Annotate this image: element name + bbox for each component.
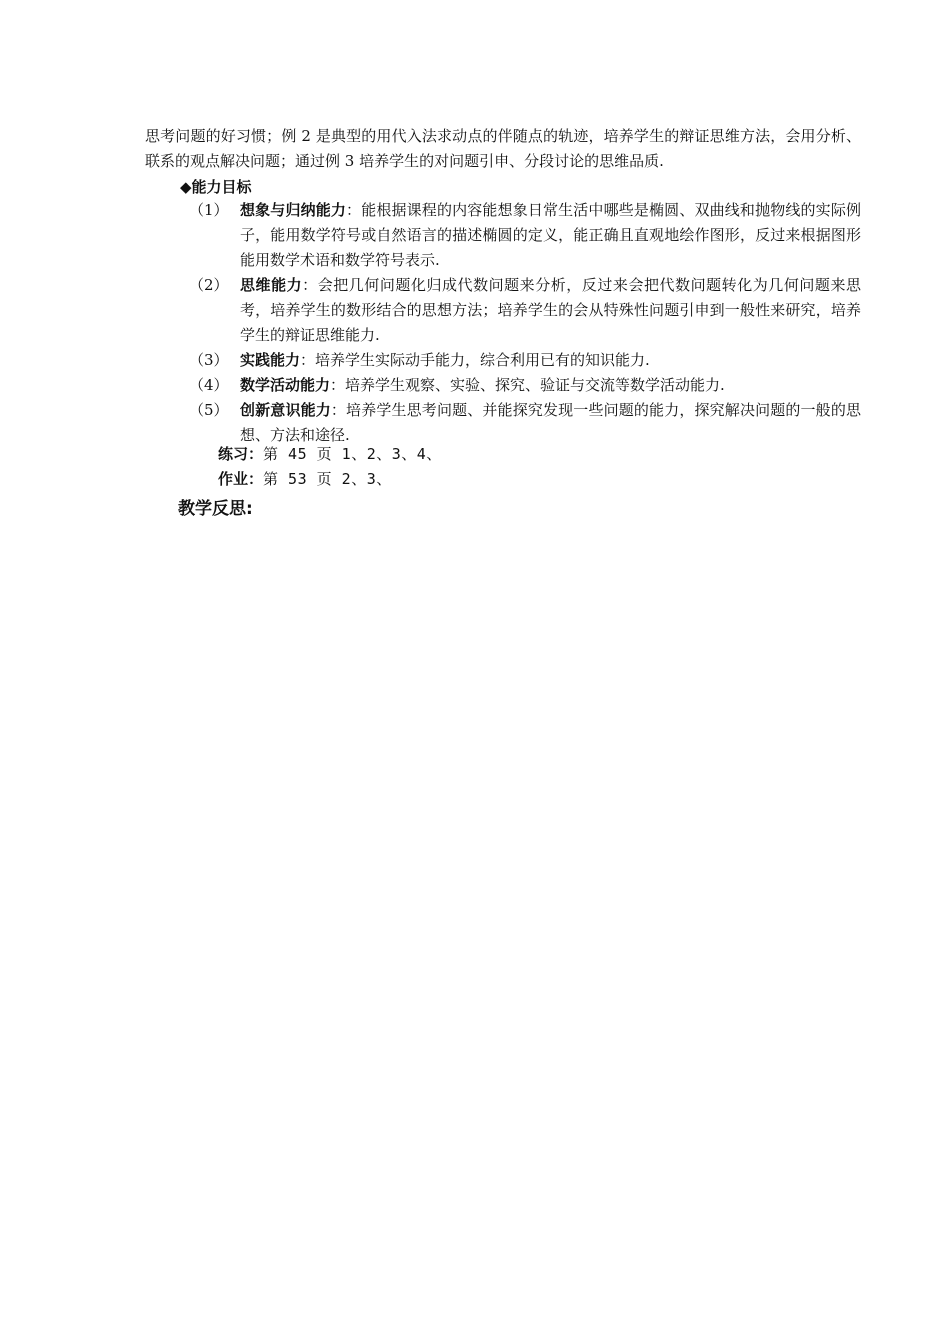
item-term: 思维能力 bbox=[240, 276, 303, 294]
item-number: （2） bbox=[189, 276, 229, 294]
item-number: （5） bbox=[189, 401, 229, 419]
item-number: （4） bbox=[189, 376, 229, 394]
homework-text: 第 53 页 2、3、 bbox=[263, 470, 392, 488]
exercise-line bbox=[218, 443, 442, 465]
teaching-reflection-heading: 教学反思: bbox=[178, 499, 253, 519]
ability-item-4 bbox=[189, 373, 861, 398]
item-text: ：培养学生思考问题、并能探究发现一些问题的能力，探究解决问题的一般的思想、方法和途径. bbox=[240, 401, 861, 444]
item-number: （1） bbox=[189, 201, 229, 219]
homework-label: 作业 bbox=[218, 470, 249, 488]
item-text: ：培养学生观察、实验、探究、验证与交流等数学活动能力. bbox=[330, 376, 725, 394]
item-text: ：会把几何问题化归成代数问题来分析，反过来会把代数问题转化为几何问题来思考，培养学生的数形结合的思想方法；培养学生的会从特殊性问题引申到一般性来研究，培养学生的辩证思维能力. bbox=[240, 276, 861, 344]
exercise-sep: ： bbox=[248, 445, 264, 463]
ability-item-5 bbox=[189, 398, 861, 448]
ability-item-1 bbox=[189, 198, 861, 273]
item-text: ：能根据课程的内容能想象日常生活中哪些是椭圆、双曲线和抛物线的实际例子，能用数学符号或自然语言的描述椭圆的定义，能正确且直观地绘作图形，反过来根据图形能用数学术语和数学符号表示. bbox=[240, 201, 861, 269]
item-term: 想象与归纳能力 bbox=[240, 201, 347, 219]
item-term: 创新意识能力 bbox=[240, 401, 331, 419]
item-term: 数学活动能力 bbox=[240, 376, 331, 394]
intro-paragraph: 思考问题的好习惯；例 2 是典型的用代入法求动点的伴随点的轨迹，培养学生的辩证思维方法，会用分析、联系的观点解决问题；通过例 3 培养学生的对问题引申、分段讨论的思维品质. bbox=[145, 127, 861, 170]
exercise-label: 练习 bbox=[218, 445, 249, 463]
homework-sep: ： bbox=[248, 470, 264, 488]
exercise-text: 第 45 页 1、2、3、4、 bbox=[263, 445, 442, 463]
ability-item-3 bbox=[189, 348, 861, 373]
item-text: ：培养学生实际动手能力，综合利用已有的知识能力. bbox=[300, 351, 650, 369]
homework-line bbox=[218, 468, 392, 490]
ability-item-2 bbox=[189, 273, 861, 348]
item-number: （3） bbox=[189, 351, 229, 369]
ability-goals-heading: ◆能力目标 bbox=[180, 178, 252, 196]
item-term: 实践能力 bbox=[240, 351, 301, 369]
